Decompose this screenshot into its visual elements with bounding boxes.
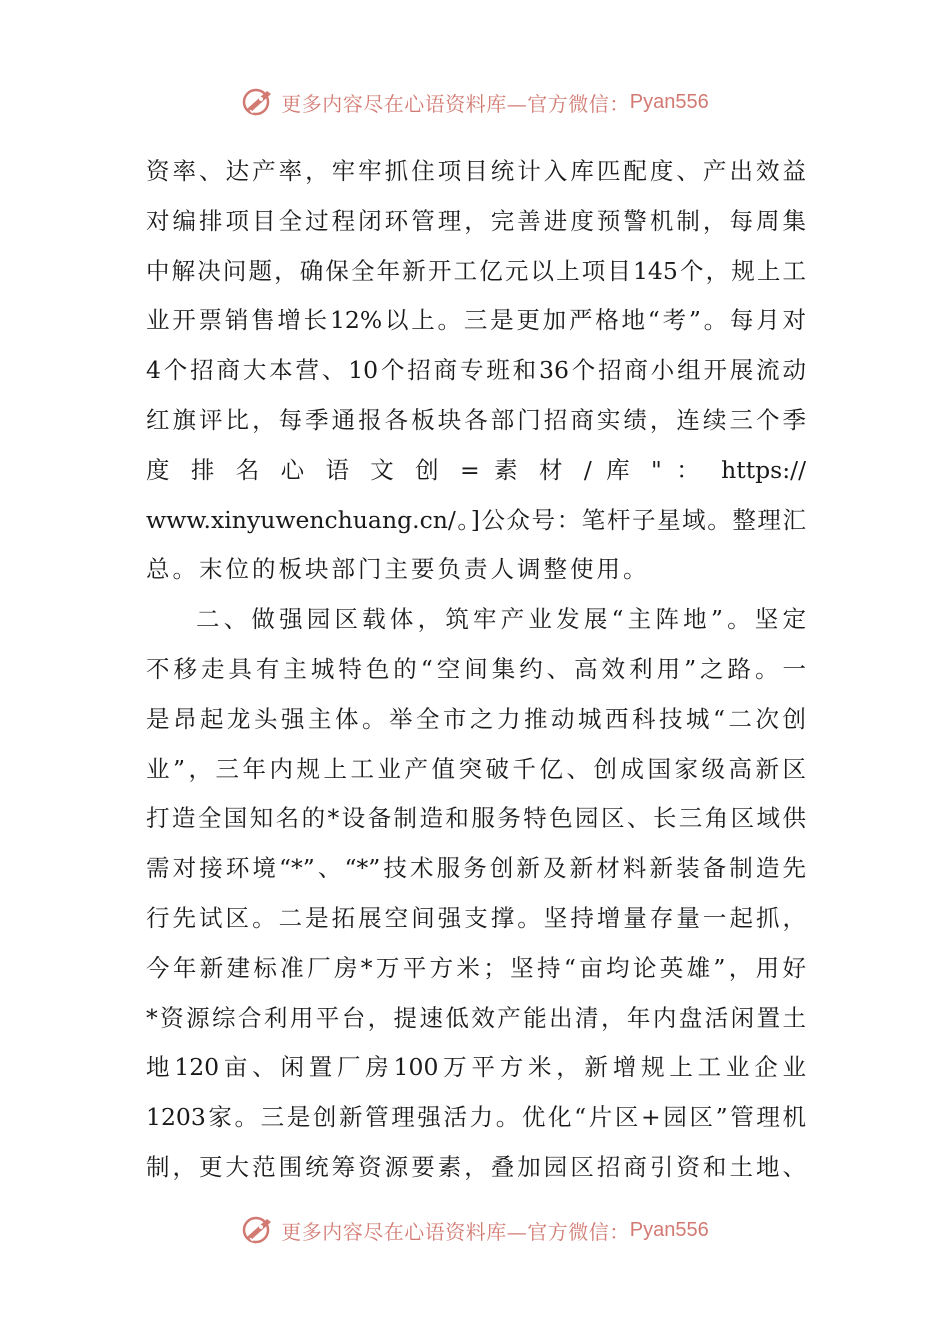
pen-logo-icon: [241, 1213, 275, 1247]
text-line: 中解决问题，确保全年新开工亿元以上项目145个，规上工: [146, 256, 806, 285]
text-line: 红旗评比，每季通报各板块各部门招商实绩，连续三个季: [146, 405, 806, 434]
text-line: 4个招商大本营、10个招商专班和36个招商小组开展流动: [146, 356, 806, 385]
footer-banner: [0, 1210, 950, 1250]
text-line: 制，更大范围统筹资源要素，叠加园区招商引资和土地、: [146, 1152, 806, 1181]
text-line: 业”，三年内规上工业产值突破千亿、创成国家级高新区: [146, 754, 806, 783]
text-line: www.xinyuwenchuang.cn/。]公众号：笔杆子星域。整理汇: [146, 505, 806, 534]
pen-logo-icon: [241, 85, 275, 119]
text-line: 是昂起龙头强主体。举全市之力推动城西科技城“二次创: [146, 704, 806, 733]
text-line: 对编排项目全过程闭环管理，完善进度预警机制，每周集: [146, 206, 806, 235]
banner-wechat-id: Pyan556: [629, 90, 709, 113]
text-line: 业开票销售增长12%以上。三是更加严格地“考”。每月对: [146, 306, 806, 335]
header-banner: [0, 82, 950, 122]
text-line: *资源综合利用平台，提速低效产能出清，年内盘活闲置土: [146, 1003, 806, 1032]
text-line: 今年新建标准厂房*万平方米；坚持“亩均论英雄”，用好: [146, 953, 806, 982]
text-line: 资率、达产率，牢牢抓住项目统计入库匹配度、产出效益: [146, 157, 806, 185]
banner-wechat-id: Pyan556: [629, 1218, 709, 1241]
document-body: [146, 147, 806, 1193]
text-line: 不移走具有主城特色的“空间集约、高效利用”之路。一: [146, 654, 806, 683]
banner-text: 更多内容尽在心语资料库—官方微信：: [281, 91, 630, 116]
text-line: 需对接环境“*”、“*”技术服务创新及新材料新装备制造先: [146, 854, 806, 883]
text-line: 行先试区。二是拓展空间强支撑。坚持增量存量一起抓，: [146, 903, 806, 932]
text-line: 度 排 名 心 语 文 创 = 素 材 / 库 " ： https://: [146, 455, 806, 484]
paragraph-start-line: 二、做强园区载体，筑牢产业发展“主阵地”。坚定: [196, 605, 806, 634]
text-line: 1203家。三是创新管理强活力。优化“片区+园区”管理机: [146, 1103, 806, 1132]
text-line: 总。末位的板块部门主要负责人调整使用。: [146, 555, 650, 584]
text-line: 地120亩、闲置厂房100万平方米，新增规上工业企业: [146, 1053, 806, 1082]
banner-text: 更多内容尽在心语资料库—官方微信：: [281, 1219, 630, 1244]
text-line: 打造全国知名的*设备制造和服务特色园区、长三角区域供: [146, 804, 806, 833]
